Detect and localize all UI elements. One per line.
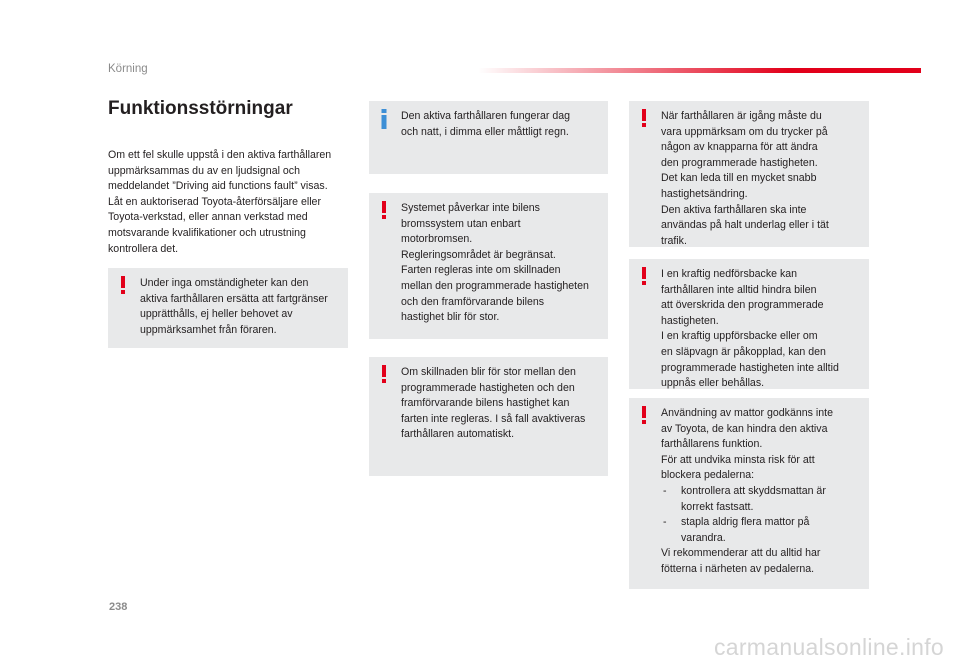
warning-box-mats bbox=[629, 398, 869, 589]
warning-text: Om skillnaden blir för stor mellan den programmerade hastigheten och den framförvarande bilens hastighet kan farten inte regleras. I så fall avaktiveras farthållaren automatiskt. bbox=[401, 366, 586, 441]
warning-box-slopes bbox=[629, 259, 869, 389]
page-number: 238 bbox=[109, 601, 128, 613]
watermark: carmanualsonline.info bbox=[713, 634, 944, 660]
mats-intro-text: Användning av mattor godkänns inte av Toyota, de kan hindra den aktiva farthållarens funktion. För att undvika minsta risk för att blockera pedalerna: bbox=[661, 407, 833, 482]
mats-after-text: Vi rekommenderar att du alltid har fötterna i närheten av pedalerna. bbox=[661, 547, 821, 575]
note-text: Under inga omständigheter kan den aktiva farthållaren ersätta att fartgränser upprätthålls, ej heller behovet av uppmärksamhet från föraren. bbox=[140, 277, 328, 336]
list-bullet: - bbox=[663, 484, 667, 497]
warning-icon bbox=[639, 406, 649, 429]
info-box bbox=[369, 101, 608, 174]
page-title: Funktionsstörningar bbox=[108, 98, 293, 119]
warning-text: I en kraftig nedförsbacke kan farthållaren inte alltid hindra bilen att överskrida den programmerade hastigheten. I en kraftig uppförsbacke eller om en släpvagn är påkopplad, kan den programmerade hastigheten inte alltid uppnås eller behållas. bbox=[661, 268, 839, 390]
intro-paragraph: Om ett fel skulle uppstå i den aktiva farthållaren uppmärksammas du av en ljudsignal och meddelandet ”Driving aid functions fault” visas. Låt en auktoriserad Toyota-återförsäljare eller Toyota-verkstad, eller annan verkstad med motsvarande kvalifikationer och utrustning kontrollera det. bbox=[108, 149, 332, 255]
warning-box-buttons bbox=[629, 101, 869, 247]
warning-box-brake bbox=[369, 193, 608, 339]
warning-icon bbox=[379, 201, 389, 224]
warning-icon bbox=[118, 276, 128, 299]
warning-text: Systemet påverkar inte bilens bromssystem utan enbart motorbromsen. Regleringsområdet är begränsat. Farten regleras inte om skillnaden mellan den programmerade hastigheten och den framförvarande bilens hastighet blir för stor. bbox=[401, 202, 589, 324]
warning-icon bbox=[639, 109, 649, 132]
list-item-text: stapla aldrig flera mattor på varandra. bbox=[681, 516, 810, 544]
warning-text: När farthållaren är igång måste du vara uppmärksam om du trycker på någon av knapparna för att ändra den programmerade hastigheten. Det kan leda till en mycket snabb hastighetsändring. Den aktiva farthållaren ska inte användas på halt underlag eller i tät trafik. bbox=[661, 110, 829, 247]
list-item bbox=[661, 515, 865, 546]
header-accent-rule bbox=[478, 68, 921, 73]
list-item-text: kontrollera att skyddsmattan är korrekt fastsatt. bbox=[681, 484, 826, 513]
section-label: Körning bbox=[108, 63, 148, 75]
warning-text bbox=[661, 406, 865, 578]
warning-icon bbox=[379, 365, 389, 388]
info-text: Den aktiva farthållaren fungerar dag och natt, i dimma eller måttligt regn. bbox=[401, 110, 571, 138]
info-icon bbox=[379, 109, 389, 134]
note-box-left bbox=[108, 268, 348, 348]
warning-icon bbox=[639, 267, 649, 290]
list-bullet: - bbox=[663, 516, 667, 529]
list-item bbox=[661, 484, 865, 515]
warning-box-deactivation bbox=[369, 357, 608, 476]
